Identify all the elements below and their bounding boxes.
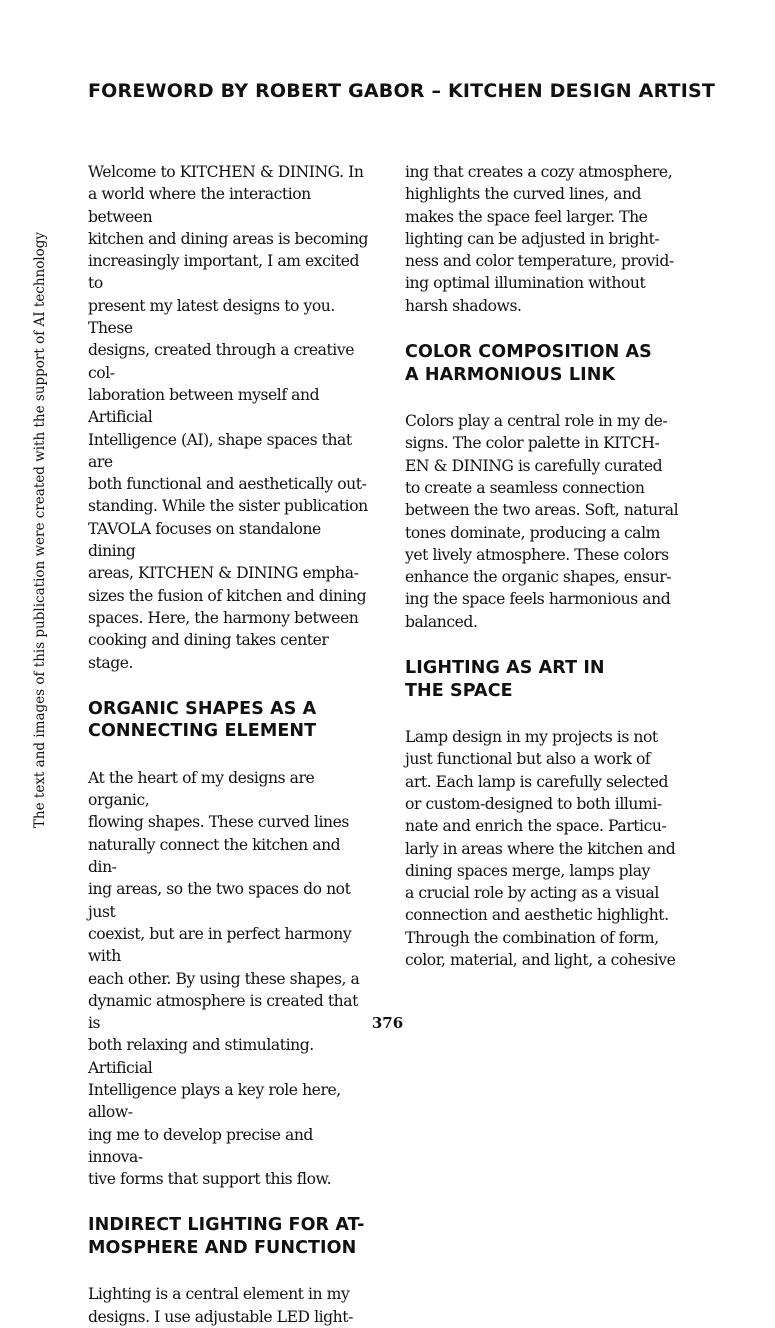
section-heading-lighting-art: LIGHTING AS ART IN THE SPACE — [405, 658, 605, 701]
intro-paragraph: Welcome to KITCHEN & DINING. In a world where the interaction between kitchen and dining areas is becoming increasingly important, I am excited to present my latest designs to you. These designs, created through a creative col- laboration between myself and Artificial Intelligence (AI), shape spaces that are both functional and aesthetically out- standing. While the sister publication TAVOLA focuses on standalone dining areas, KITCHEN & DINING empha- sizes the fusion of kitchen and dining spaces. Here, the harmony between cooking and dining takes center stage. — [88, 163, 369, 672]
ai-disclaimer-note: The text and images of this publication were created with the support of AI technology — [32, 231, 48, 829]
section-body-indirect-lighting-continued: ing that creates a cozy atmosphere, highlights the curved lines, and makes the space feel larger. The lighting can be adjusted in bright- ness and color temperature, provid- ing optimal illumination without harsh shadows. — [405, 163, 674, 315]
section-heading-indirect-lighting: INDIRECT LIGHTING FOR AT- MOSPHERE AND FUNCTION — [88, 1215, 365, 1258]
section-body-organic-shapes: At the heart of my designs are organic, flowing shapes. These curved lines naturally connect the kitchen and din- ing areas, so the two spaces do not just coexist, but are in perfect harmony with each other. By using these shapes, a dynamic atmosphere is created that is both relaxing and stimulating. Artificial Intelligence plays a key role here, allow- ing me to develop precise and innova- tive forms that support this flow. — [88, 768, 360, 1189]
section-heading-color-composition: COLOR COMPOSITION AS A HARMONIOUS LINK — [405, 342, 652, 385]
right-column — [405, 161, 687, 971]
section-body-indirect-lighting: Lighting is a central element in my designs. I use adjustable LED light- — [88, 1285, 353, 1326]
left-column — [88, 161, 370, 1328]
section-body-color-composition: Colors play a central role in my de- signs. The color palette in KITCH- EN & DINING is carefully curated to create a seamless connection between the two areas. Soft, natural tones dominate, producing a calm yet lively atmosphere. These colors enhance the organic shapes, ensur- ing the space feels harmonious and balanced. — [405, 412, 679, 631]
section-body-lighting-art: Lamp design in my projects is not just functional but also a work of art. Each lamp is carefully selected or custom-designed to both illumi- nate and enrich the space. Particu- larly in areas where the kitchen and dining spaces merge, lamps play a crucial role by acting as a visual connection and aesthetic highlight. Through the combination of form, color, material, and light, a cohesive — [405, 728, 676, 970]
section-heading-organic-shapes: ORGANIC SHAPES AS A CONNECTING ELEMENT — [88, 698, 317, 742]
page-number: 376 — [371, 1014, 404, 1032]
page-title: FOREWORD BY ROBERT GABOR – KITCHEN DESIGN ARTIST — [88, 80, 716, 102]
